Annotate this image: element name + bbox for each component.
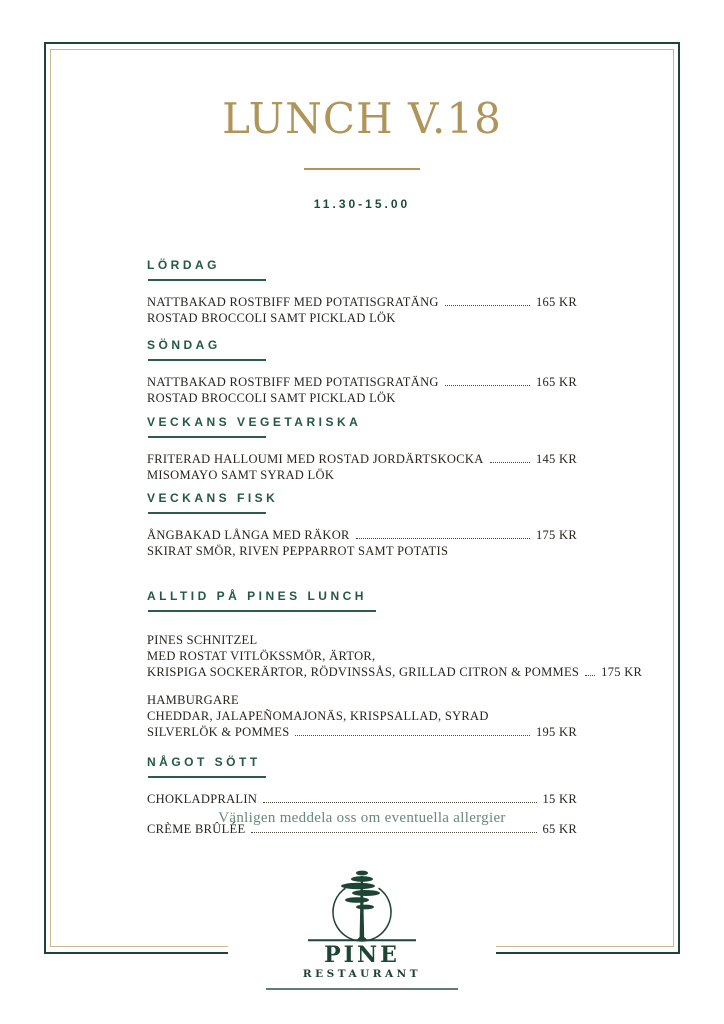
section-heading: LÖRDAG [147, 258, 220, 272]
section-veckans-fisk [147, 491, 577, 559]
menu-item-row [147, 294, 577, 310]
menu-item [147, 451, 577, 483]
menu-item-price: 175 KR [601, 665, 643, 679]
menu-item-row [147, 527, 577, 543]
menu-item-name: CHOKLADPRALIN [147, 792, 258, 806]
logo-underline [266, 988, 458, 990]
section-heading: SÖNDAG [147, 338, 221, 352]
section-underline [148, 776, 266, 778]
menu-item-name: HAMBURGARE [147, 693, 239, 707]
section-heading: VECKANS VEGETARISKA [147, 415, 362, 429]
menu-item-name: NATTBAKAD ROSTBIFF MED POTATISGRATÄNG [147, 295, 439, 309]
section-sondag [147, 338, 577, 406]
opening-hours: 11.30-15.00 [313, 197, 411, 211]
menu-item-name: PINES SCHNITZEL [147, 633, 258, 647]
menu-item-name: FRITERAD HALLOUMI MED ROSTAD JORDÄRTSKOCKA [147, 452, 484, 466]
menu-item-row [147, 451, 577, 467]
menu-item-desc: MISOMAYO SAMT SYRAD LÖK [147, 468, 335, 482]
menu-item-price: 145 KR [535, 452, 577, 466]
price-leader [295, 735, 529, 736]
section-heading: ALLTID PÅ PINES LUNCH [147, 589, 367, 603]
page-title: LUNCH V.18 [222, 94, 502, 143]
price-leader [445, 385, 530, 386]
menu-item-desc: ROSTAD BROCCOLI SAMT PICKLAD LÖK [147, 391, 396, 405]
section-heading: VECKANS FISK [147, 491, 279, 505]
price-leader [356, 538, 530, 539]
section-heading: NÅGOT SÖTT [147, 755, 261, 769]
menu-item-desc: ROSTAD BROCCOLI SAMT PICKLAD LÖK [147, 311, 396, 325]
menu-item-price: 195 KR [535, 725, 577, 739]
menu-item [147, 692, 577, 740]
section-lordag [147, 258, 577, 326]
price-leader [445, 305, 530, 306]
menu-item-price: 165 KR [535, 295, 577, 309]
price-leader [263, 802, 536, 803]
menu-item [147, 294, 577, 326]
menu-item-price: 165 KR [535, 375, 577, 389]
menu-item-desc: KRISPIGA SOCKERÄRTOR, RÖDVINSSÅS, GRILLAD CITRON & POMMES [147, 665, 580, 679]
menu-item-row [147, 374, 577, 390]
section-alltid-pa-pines-lunch [147, 589, 643, 740]
menu-item-desc: SILVERLÖK & POMMES [147, 725, 290, 739]
menu-item-name: NATTBAKAD ROSTBIFF MED POTATISGRATÄNG [147, 375, 439, 389]
menu-body [147, 252, 643, 837]
restaurant-logo [228, 864, 496, 998]
menu-item-desc: SKIRAT SMÖR, RIVEN PEPPARROT SAMT POTATIS [147, 544, 449, 558]
pine-tree-icon [297, 864, 427, 942]
menu-item-desc: MED ROSTAT VITLÖKSSMÖR, ÄRTOR, [147, 649, 376, 663]
menu-item-price: 15 KR [542, 792, 577, 806]
section-underline [148, 512, 266, 514]
menu-item-row [147, 724, 577, 740]
menu-item-row [147, 791, 577, 807]
menu-item [147, 527, 577, 559]
price-leader [490, 462, 530, 463]
section-underline [148, 610, 376, 612]
menu-item-price: 65 KR [542, 822, 577, 836]
section-underline [148, 359, 266, 361]
price-leader [585, 675, 595, 676]
menu-item-desc: CHEDDAR, JALAPEÑOMAJONÄS, KRISPSALLAD, SYRAD [147, 709, 489, 723]
menu-item-row [147, 664, 643, 680]
price-leader [251, 832, 536, 833]
section-underline [148, 436, 266, 438]
logo-subtitle: RESTAURANT [302, 968, 422, 980]
menu-item [147, 374, 577, 406]
title-divider [304, 168, 420, 170]
menu-item-price: 175 KR [535, 528, 577, 542]
allergy-note: Vänligen meddela oss om eventuella allergier [218, 810, 506, 826]
menu-item [147, 632, 643, 680]
menu-item-name: CRÈME BRÛLÉE [147, 822, 246, 836]
logo-name: PINE [324, 942, 400, 968]
section-underline [148, 279, 266, 281]
section-veckans-vegetariska [147, 415, 577, 483]
menu-item-name: ÅNGBAKAD LÅNGA MED RÄKOR [147, 528, 350, 542]
